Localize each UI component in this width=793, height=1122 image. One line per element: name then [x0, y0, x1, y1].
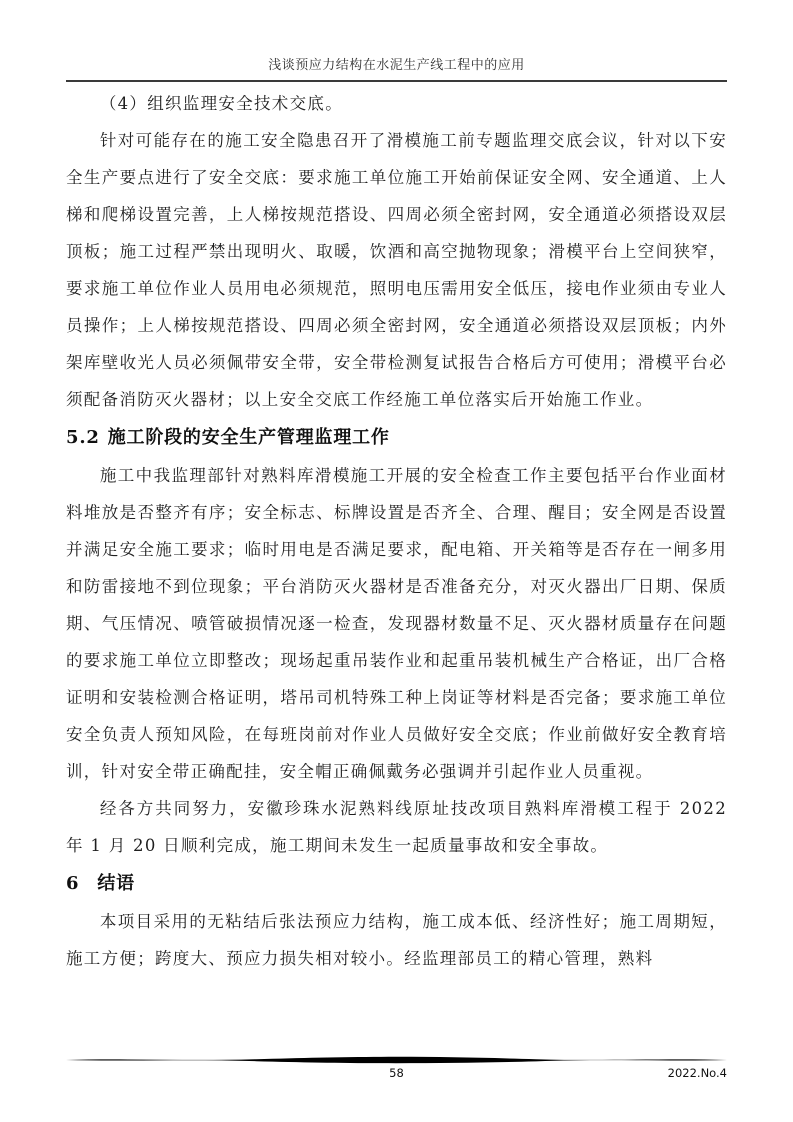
section-heading-6 — [66, 865, 727, 902]
page-body — [0, 82, 793, 977]
section-heading-5-2 — [66, 419, 727, 456]
footer-row — [66, 1066, 727, 1084]
paragraph-safety-briefing: 针对可能存在的施工安全隐患召开了滑模施工前专题监理交底会议，针对以下安全生产要点进行了安全交底：要求施工单位施工开始前保证安全网、安全通道、上人梯和爬梯设置完善，上人梯按规范搭设、四周必须全密封网，安全通道必须搭设双层顶板；施工过程严禁出现明火、取暖，饮酒和高空抛物现象；滑模平台上空间狭窄，要求施工单位作业人员用电必须规范，照明电压需用安全低压，接电作业须由专业人员操作；上人梯按规范搭设、四周必须全密封网，安全通道必须搭设双层顶板；内外架库壁收光人员必须佩带安全带，安全带检测复试报告合格后方可使用；滑模平台必须配备消防灭火器材；以上安全交底工作经施工单位落实后开始施工作业。 — [66, 131, 727, 409]
page-header — [0, 0, 793, 82]
section-6-number: 6 — [66, 873, 80, 894]
paragraph-project-completion: 经各方共同努力，安徽珍珠水泥熟料线原址技改项目熟料库滑模工程于 2022 年 1 月 20 日顺利完成，施工期间未发生一起质量事故和安全事故。 — [66, 799, 727, 855]
section-5-2-title: 施工阶段的安全生产管理监理工作 — [107, 427, 390, 448]
paragraph-safety-inspection: 施工中我监理部针对熟料库滑模施工开展的安全检查工作主要包括平台作业面材料堆放是否整齐有序；安全标志、标牌设置是否齐全、合理、醒目；安全网是否设置并满足安全施工要求；临时用电是否满足要求，配电箱、开关箱等是否存在一闸多用和防雷接地不到位现象；平台消防灭火器材是否准备充分，对灭火器出厂日期、保质期、气压情况、喷管破损情况逐一检查，发现器材数量不足、灭火器材质量存在问题的要求施工单位立即整改；现场起重吊装作业和起重吊装机械生产合格证，出厂合格证明和安装检测合格证明，塔吊司机特殊工种上岗证等材料是否完备；要求施工单位安全负责人预知风险，在每班岗前对作业人员做好安全交底；作业前做好安全教育培训，针对安全带正确配挂，安全帽正确佩戴务必强调并引起作业人员重视。 — [66, 466, 727, 781]
list-item-4: （4）组织监理安全技术交底。 — [99, 94, 344, 113]
page-number: 58 — [389, 1066, 404, 1080]
running-title: 浅谈预应力结构在水泥生产线工程中的应用 — [268, 58, 525, 73]
paragraph-conclusion: 本项目采用的无粘结后张法预应力结构，施工成本低、经济性好；施工周期短，施工方便；跨度大、预应力损失相对较小。经监理部员工的精心管理，熟料 — [66, 912, 727, 968]
section-5-2-number: 5.2 — [66, 427, 100, 448]
footer-rule-bar — [66, 1056, 727, 1064]
page-footer — [66, 1056, 727, 1084]
section-6-title: 结语 — [97, 873, 135, 894]
issue-label: 2022.No.4 — [667, 1066, 727, 1080]
